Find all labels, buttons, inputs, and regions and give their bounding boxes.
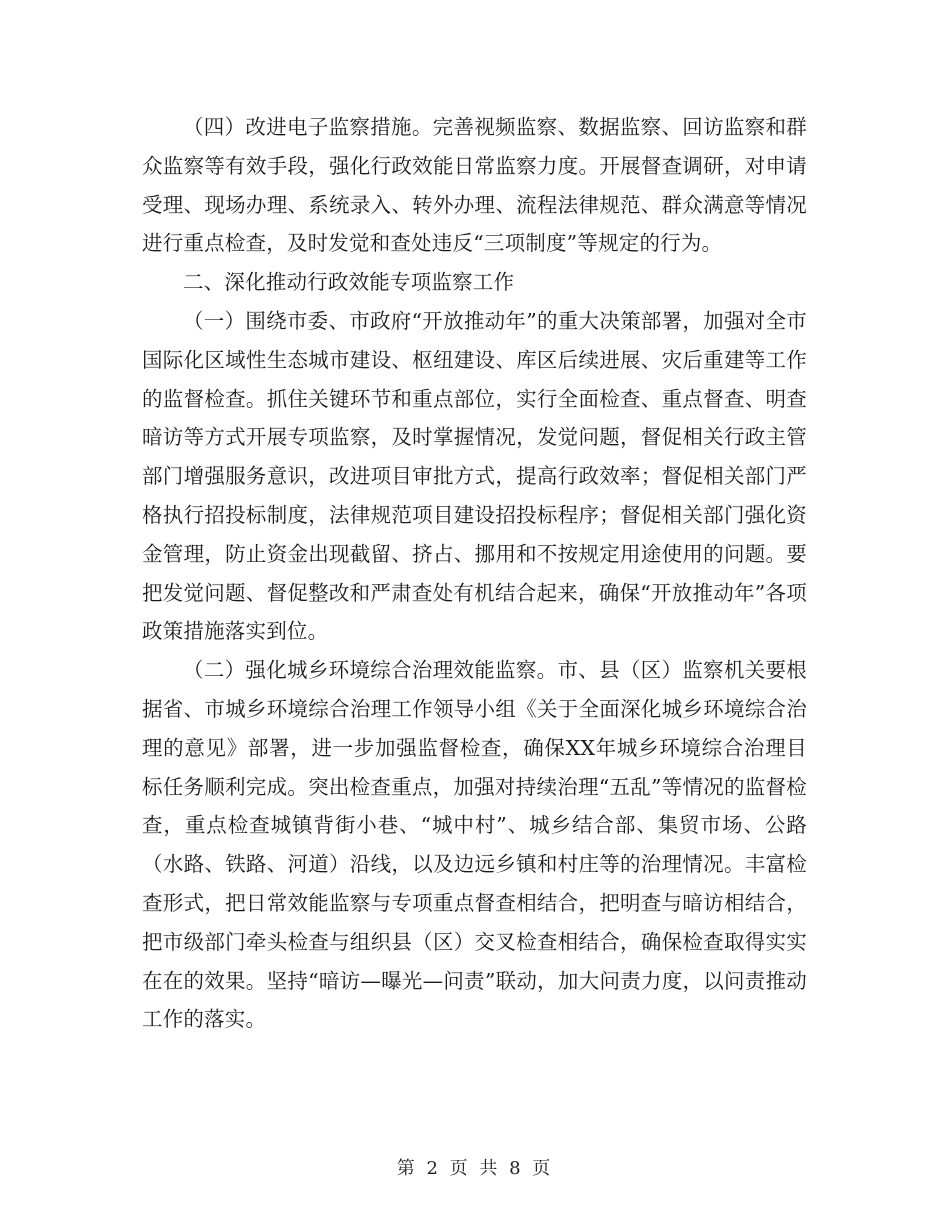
section-heading-special-supervision: 二、深化推动行政效能专项监察工作 — [183, 270, 515, 295]
page-number-footer: 第 2 页 共 8 页 — [396, 1158, 554, 1179]
paragraph-electronic-supervision: （四）改进电子监察措施。完善视频监察、数据监察、回访监察和群众监察等有效手段，强化行政效能日常监察力度。开展督查调研，对申请受理、现场办理、系统录入、转外办理、流程法律规范、群众满意等情况进行重点检查，及时发觉和查处违反“三项制度”等规定的行为。 — [142, 115, 807, 256]
paragraph-urban-rural-environment: （二）强化城乡环境综合治理效能监察。市、县（区）监察机关要根据省、市城乡环境综合治理工作领导小组《关于全面深化城乡环境综合治理的意见》部署，进一步加强监督检查，确保XX年城乡环境综合治理目标任务顺利完成。突出检查重点，加强对持续治理“五乱”等情况的监督检查，重点检查城镇背街小巷、“城中村”、城乡结合部、集贸市场、公路（水路、铁路、河道）沿线，以及边远乡镇和村庄等的治理情况。丰富检查形式，把日常效能监察与专项重点督查相结合，把明查与暗访相结合，把市级部门牵头检查与组织县（区）交叉检查相结合，确保检查取得实实在在的效果。坚持“暗访—曝光—问责”联动，加大问责力度，以问责推动工作的落实。 — [142, 658, 807, 1032]
document-body — [142, 108, 807, 1039]
paragraph-open-promotion-year: （一）围绕市委、市政府“开放推动年”的重大决策部署，加强对全市国际化区域性生态城市建设、枢纽建设、库区后续进展、灾后重建等工作的监督检查。抓住关键环节和重点部位，实行全面检查、重点督查、明查暗访等方式开展专项监察，及时掌握情况，发觉问题，督促相关行政主管部门增强服务意识，改进项目审批方式，提高行政效率；督促相关部门严格执行招投标制度，法律规范项目建设招投标程序；督促相关部门强化资金管理，防止资金出现截留、挤占、挪用和不按规定用途使用的问题。要把发觉问题、督促整改和严肃查处有机结合起来，确保“开放推动年”各项政策措施落实到位。 — [142, 308, 807, 644]
